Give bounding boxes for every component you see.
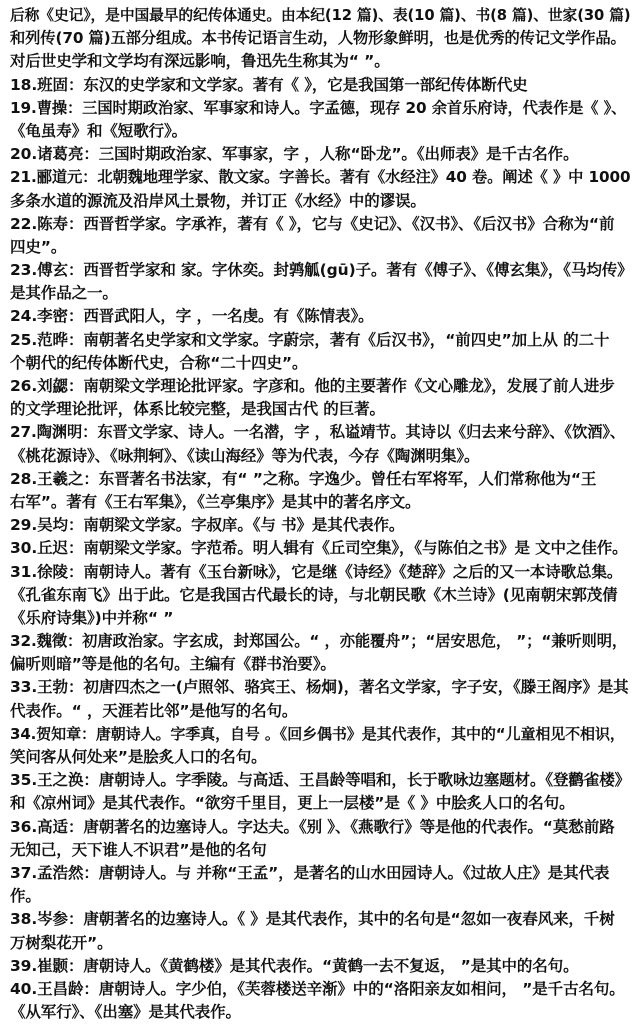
text-line: 四史”。 <box>10 237 67 256</box>
text-line: 代表作。“ ，天涯若比邻”是他写的名句。 <box>10 701 298 720</box>
text-line: 《孔雀东南飞》出于此。它是我国古代最长的诗，与北朝民歌《木兰诗》(见南朝宋郭茂倩 <box>10 585 618 604</box>
text-line: 38.岑参：唐朝著名的边塞诗人。《 》是其代表作，其中的名句是“忽如一夜春风来，千树 <box>10 910 615 929</box>
text-line: 个朝代的纪传体断代史，合称“二十四史”。 <box>10 353 308 372</box>
text-line: 25.范晔：南朝著名史学家和文学家。字蔚宗，著有《后汉书》，“前四史”加上从 的二十 <box>10 330 610 349</box>
text-line: 29.吴均：南朝梁文学家。字叔庠。《与 书》是其代表作。 <box>10 516 405 535</box>
text-line: 《桃花源诗》、《咏荆轲》、《读山海经》等为代表，今存《陶渊明集》。 <box>10 446 480 465</box>
text-line: 无知己，天下谁人不识君”是他的名句 <box>10 840 267 859</box>
text-line: 后称《史记》，是中国最早的纪传体通史。由本纪(12 篇)、表(10 篇)、书(8 篇)、世家(30 篇) <box>10 7 631 24</box>
text-line: 30.丘迟：南朝梁文学家。字范希。明人辑有《丘司空集》，《与陈伯之书》是 文中之佳作。 <box>10 539 628 558</box>
text-line: 39.崔颢：唐朝诗人。《黄鹤楼》是其代表作。“黄鹤一去不复返， ”是其中的名句。 <box>10 956 579 975</box>
text-line: 《从军行》、《出塞》是其代表作。 <box>10 1003 241 1022</box>
text-line: 偏听则暗”等是他的名句。主编有《群书治要》。 <box>10 655 336 674</box>
text-line: 对后世史学和文学均有深远影响，鲁迅先生称其为“ ”。 <box>10 52 390 71</box>
text-line: 26.刘勰：南朝梁文学理论批评家。字彦和。他的主要著作《文心雕龙》，发展了前人进步 <box>10 377 615 395</box>
text-line: 21.郦道元：北朝魏地理学家、散文家。字善长。著有《水经注》40 卷。阐述《 》中 1000 <box>10 168 631 187</box>
text-line: 24.李密：西晋武阳人，字 ，一名虔。有《陈情表》。 <box>10 307 374 326</box>
text-line: 35.王之涣：唐朝诗人。字季陵。与高适、王昌龄等唱和，长于歌咏边塞题材。《登鹳雀楼》 <box>10 771 631 790</box>
text-line: 27.陶渊明：东晋文学家、诗人。一名潜，字 ，私谥靖节。其诗以《归去来兮辞》、《饮酒》、 <box>10 423 626 442</box>
text-line: 34.贺知章：唐朝诗人。字季真，自号 。《回乡偶书》是其代表作，其中的“儿童相见不相识， <box>10 724 625 743</box>
text-line: 23.傅玄：西晋哲学家和 家。字休奕。封鹑觚(gū)子。著有《傅子》、《傅玄集》，《马均传》 <box>10 261 633 280</box>
text-line: 20.诸葛亮：三国时期政治家、军事家，字 ，人称“卧龙”。《出师表》是千古名作。 <box>10 145 579 164</box>
text-body <box>10 4 634 1024</box>
text-line: 的文学理论批评，体系比较完整，是我国古代 的巨著。 <box>10 400 385 419</box>
text-line: 和列传(70 篇)五部分组成。本书传记语言生动，人物形象鲜明，也是优秀的传记文学作品。 <box>10 29 626 48</box>
text-line: 右军”。著有《王右军集》，《兰亭集序》是其中的著名序文。 <box>10 492 421 511</box>
text-line: 《乐府诗集》)中并称“ ” <box>10 608 174 627</box>
text-line: 40.王昌龄：唐朝诗人。字少伯，《芙蓉楼送辛渐》中的“洛阳亲友如相问， ”是千古名句。 <box>10 979 625 998</box>
text-line: 作。 <box>10 887 41 906</box>
text-line: 33.王勃：初唐四杰之一(卢照邻、骆宾王、杨炯)，著名文学家，字子安，《滕王阁序》是其 <box>10 678 629 697</box>
text-line: 笑问客从何处来”是脍炙人口的名句。 <box>10 748 267 766</box>
text-line: 多条水道的源流及沿岸风土景物，并订正《水经》中的谬误。 <box>10 191 426 210</box>
text-line: 万树梨花开”。 <box>10 933 113 952</box>
text-line: 《龟虽寿》和《短歌行》。 <box>10 121 188 140</box>
text-line: 32.魏徵：初唐政治家。字玄成，封郑国公。“ ，亦能覆舟”；“居安思危， ”；“兼听则明， <box>10 632 627 651</box>
text-line: 是其作品之一。 <box>10 284 118 303</box>
text-line: 31.徐陵：南朝诗人。著有《玉台新咏》，它是继《诗经》《楚辞》之后的又一本诗歌总集。 <box>10 562 623 581</box>
text-line: 22.陈寿：西晋哲学家。字承祚，著有《 》，它与《史记》、《汉书》、《后汉书》合称为“前 <box>10 214 615 233</box>
text-line: 37.孟浩然：唐朝诗人。与 并称“王孟”，是著名的山水田园诗人。《过故人庄》是其代表 <box>10 863 610 882</box>
text-line: 28.王羲之：东晋著名书法家，有“ ”之称。字逸少。曾任右军将军，人们常称他为“王 <box>10 469 597 488</box>
text-line: 和《凉州词》是其代表作。“欲穷千里目，更上一层楼”是《 》中脍炙人口的名句。 <box>10 794 575 813</box>
text-line: 19.曹操：三国时期政治家、军事家和诗人。字孟德，现存 20 余首乐府诗，代表作是《 》、 <box>10 98 627 117</box>
text-line: 36.高适：唐朝著名的边塞诗人。字达夫。《别 》、《燕歌行》等是他的代表作。“莫愁前路 <box>10 817 615 836</box>
text-line: 18.班固：东汉的史学家和文学家。著有《 》，它是我国第一部纪传体断代史 <box>10 75 528 94</box>
